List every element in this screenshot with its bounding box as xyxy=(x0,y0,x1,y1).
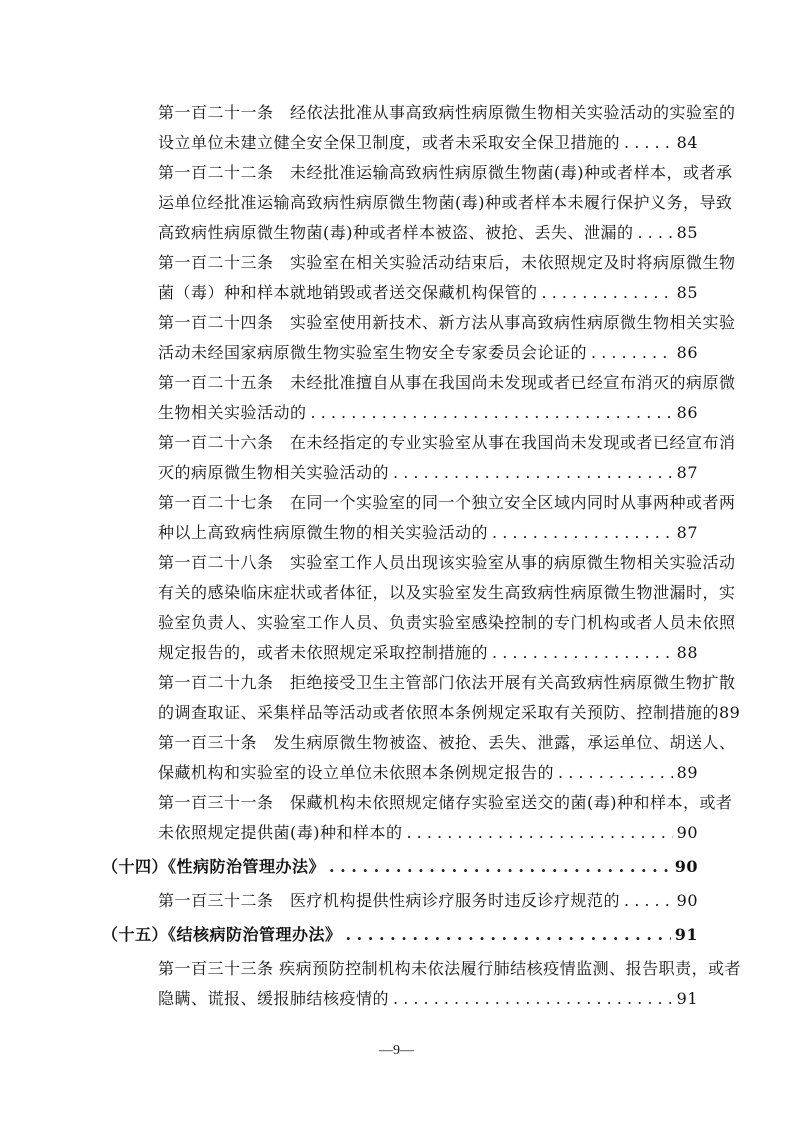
toc-entry-line: 第一百二十二条 未经批准运输高致病性病原微生物菌(毒)种或者样本，或者承 xyxy=(158,163,733,182)
toc-page-number: 86 xyxy=(676,403,698,422)
toc-entry-last-line xyxy=(158,886,698,916)
toc-entry-last-line xyxy=(158,218,698,248)
toc-entry-line: 第一百三十三条 疾病预防控制机构未依法履行肺结核疫情监测、报告职责，或者 xyxy=(158,959,742,978)
toc-entry-last-line xyxy=(158,128,698,158)
dot-leader xyxy=(542,278,673,308)
toc-entry-last-line xyxy=(158,638,698,668)
toc-entry-line: 第一百二十一条 经依法批准从事高致病性病原微生物相关实验活动的实验室的 xyxy=(158,103,736,122)
toc-article-entry[interactable] xyxy=(130,728,736,788)
toc-entry-line: 生物相关实验活动的 xyxy=(158,403,307,422)
toc-article-entry[interactable] xyxy=(130,98,736,158)
toc-entry-last-line xyxy=(158,278,698,308)
dot-leader xyxy=(407,818,673,848)
toc-article-entry[interactable] xyxy=(130,886,698,916)
toc-entry-last-line xyxy=(158,518,698,548)
toc-article-entry[interactable] xyxy=(130,308,736,368)
toc-entry-last-line xyxy=(102,852,698,882)
toc-section-entry[interactable] xyxy=(102,920,698,950)
toc-page-number: 91 xyxy=(676,989,698,1008)
toc-entry-line: 第一百三十二条 医疗机构提供性病诊疗服务时违反诊疗规范的 xyxy=(158,891,621,910)
toc-entry-line: 隐瞒、谎报、缓报肺结核疫情的 xyxy=(158,989,390,1008)
toc-entry-line: （十五）《结核病防治管理办法》 xyxy=(102,925,342,944)
toc-entry-last-line xyxy=(158,984,698,1014)
toc-entry-line: 第一百三十一条 保藏机构未依照规定储存实验室送交的菌(毒)种和样本，或者 xyxy=(158,793,733,812)
toc-entry-line: 的调查取证、采集样品等活动或者依照本条例规定采取有关预防、控制措施的89 xyxy=(158,703,741,722)
toc-entry-last-line xyxy=(158,818,698,848)
toc-page-number: 90 xyxy=(676,823,698,842)
dot-leader xyxy=(624,128,673,158)
toc-entry-last-line xyxy=(158,398,698,428)
toc-entry-last-line xyxy=(102,920,698,950)
toc-entry-line: 第一百二十三条 实验室在相关实验活动结束后，未依照规定及时将病原微生物 xyxy=(158,253,736,272)
dot-leader xyxy=(624,886,673,916)
toc-entry-last-line xyxy=(158,758,698,788)
toc-entry-line: 未依照规定提供菌(毒)种和样本的 xyxy=(158,823,403,842)
toc-entry-line: 第一百二十七条 在同一个实验室的同一个独立安全区域内同时从事两种或者两 xyxy=(158,493,736,512)
toc-page-number: 91 xyxy=(674,925,698,944)
page-number: —9— xyxy=(379,1043,414,1058)
toc-entry-line: 种以上高致病性病原微生物的相关实验活动的 xyxy=(158,523,489,542)
toc-entry-line: 第一百二十九条 拒绝接受卫生主管部门依法开展有关高致病性病原微生物扩散 xyxy=(158,673,736,692)
toc-entry-line: 有关的感染临床症状或者体征，以及实验室发生高致病性病原微生物泄漏时，实 xyxy=(158,583,736,602)
toc-entry-line: 第一百二十四条 实验室使用新技术、新方法从事高致病性病原微生物相关实验 xyxy=(158,313,736,332)
toc-page-number: 90 xyxy=(674,857,698,876)
toc-article-entry[interactable] xyxy=(130,788,733,848)
toc-entry-last-line xyxy=(158,338,698,368)
toc-entry-line: 灭的病原微生物相关实验活动的 xyxy=(158,463,390,482)
toc-page-number: 85 xyxy=(676,283,698,302)
toc-article-entry[interactable] xyxy=(130,488,736,548)
toc-entry-line: 规定报告的，或者未依照规定采取控制措施的 xyxy=(158,643,489,662)
dot-leader xyxy=(346,920,671,950)
toc-entry-line: 高致病性病原微生物菌(毒)种或者样本被盗、被抢、丢失、泄漏的 xyxy=(158,223,634,242)
dot-leader xyxy=(311,398,673,428)
toc-page-number: 87 xyxy=(676,463,698,482)
toc-entry-line: 第一百二十六条 在未经指定的专业实验室从事在我国尚未发现或者已经宣布消 xyxy=(158,433,736,452)
toc-page-number: 84 xyxy=(676,133,698,152)
toc-entry-line: 第一百二十八条 实验室工作人员出现该实验室从事的病原微生物相关实验活动 xyxy=(158,553,736,572)
toc-entry-line: 验室负责人、实验室工作人员、负责实验室感染控制的专门机构或者人员未依照 xyxy=(158,613,736,632)
toc-page-number: 89 xyxy=(676,763,698,782)
table-of-contents xyxy=(102,98,742,1014)
toc-entry-line: 第一百三十条 发生病原微生物被盗、被抢、丢失、泄露，承运单位、胡送人、 xyxy=(158,733,736,752)
toc-page-number: 86 xyxy=(676,343,698,362)
dot-leader xyxy=(591,338,673,368)
toc-page-number: 85 xyxy=(676,223,698,242)
toc-article-entry[interactable] xyxy=(130,158,733,248)
toc-article-entry[interactable] xyxy=(130,668,741,728)
toc-entry-last-line xyxy=(158,698,741,728)
toc-entry-line: 活动未经国家病原微生物实验室生物安全专家委员会论证的 xyxy=(158,343,588,362)
toc-article-entry[interactable] xyxy=(130,368,736,428)
toc-article-entry[interactable] xyxy=(130,548,736,668)
toc-entry-line: 设立单位未建立健全安全保卫制度，或者未采取安全保卫措施的 xyxy=(158,133,621,152)
toc-page-number: 90 xyxy=(676,891,698,910)
dot-leader xyxy=(558,758,673,788)
toc-entry-line: 保藏机构和实验室的设立单位未依照本条例规定报告的 xyxy=(158,763,555,782)
dot-leader xyxy=(329,852,671,882)
toc-entry-line: （十四）《性病防治管理办法》 xyxy=(102,857,326,876)
dot-leader xyxy=(492,638,673,668)
dot-leader xyxy=(393,458,673,488)
toc-page-number: 88 xyxy=(676,643,698,662)
dot-leader xyxy=(393,984,673,1014)
toc-article-entry[interactable] xyxy=(130,428,736,488)
dot-leader xyxy=(638,218,673,248)
dot-leader xyxy=(492,518,673,548)
toc-entry-line: 运单位经批准运输高致病性病原微生物菌(毒)种或者样本未履行保护义务，导致 xyxy=(158,193,733,212)
toc-entry-line: 菌（毒）种和样本就地销毁或者送交保藏机构保管的 xyxy=(158,283,538,302)
toc-article-entry[interactable] xyxy=(130,954,742,1014)
toc-article-entry[interactable] xyxy=(130,248,736,308)
toc-page-number: 87 xyxy=(676,523,698,542)
toc-entry-line: 第一百二十五条 未经批准擅自从事在我国尚未发现或者已经宣布消灭的病原微 xyxy=(158,373,736,392)
toc-entry-last-line xyxy=(158,458,698,488)
toc-section-entry[interactable] xyxy=(102,852,698,882)
